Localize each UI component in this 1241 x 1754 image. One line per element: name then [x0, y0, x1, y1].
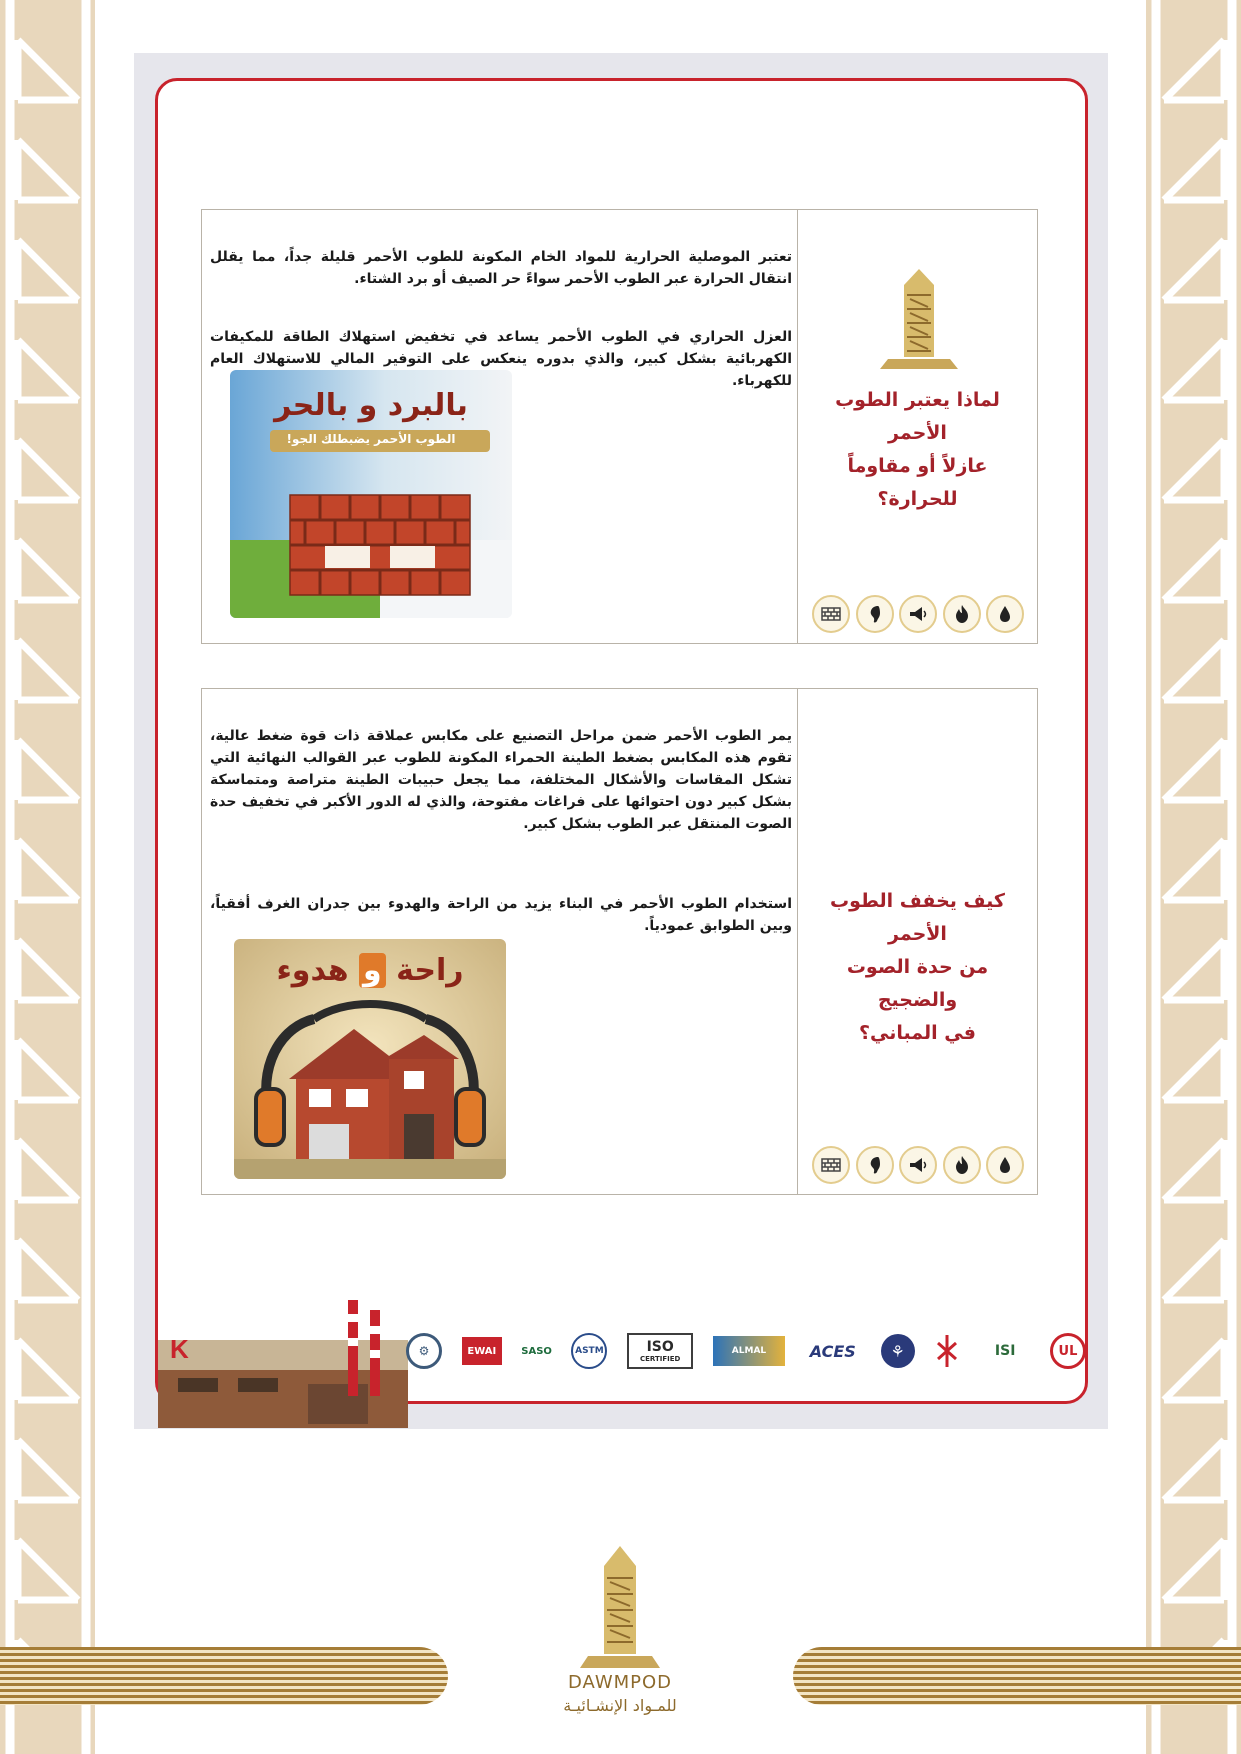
section-side-cell: [797, 210, 1037, 643]
right-border-pattern: [1146, 0, 1241, 1754]
quiet-house-image: [234, 939, 506, 1179]
brand-tower-icon: [520, 1540, 720, 1670]
section-title-line: لماذا يعتبر الطوب الأحمر: [835, 389, 1000, 444]
cert-saso-logo: [522, 1326, 552, 1376]
section-title-line: في المباني؟: [859, 1022, 976, 1044]
cert-seal-logo-glyph: ⚙: [418, 1344, 430, 1358]
section-title: [808, 384, 1027, 516]
cert-ewai-logo: [462, 1337, 502, 1365]
section-paragraph: يمر الطوب الأحمر ضمن مراحل التصنيع على مكابس عملاقة ذات قوة ضغط عالية، تقوم هذه المكابس بضغط الطينة الحمراء المكونة للطوب عبر القوالب النهائية التي تشكل المقاسات والأشكال المختلفة، مما يجعل حبيبات الطينة متراصة ومتماسكة بشكل كبير دون احتوائها على فراغات مفتوحة، والذي له الدور الأكبر في تخفيف حدة الصوت المنتقل عبر الطوب بشكل كبير.: [210, 728, 792, 832]
image-headline-part: هدوء: [276, 953, 349, 988]
footer-stripe-left: [0, 1647, 448, 1705]
brick-wall-icon: [812, 1146, 850, 1184]
section-paragraph: تعتبر الموصلية الحرارية للمواد الخام المكونة للطوب الأحمر قليلة جداً، مما يقلل انتقال الحرارة عبر الطوب الأحمر سواءً حر الصيف أو برد الشتاء.: [210, 249, 792, 287]
section-paragraph: العزل الحراري في الطوب الأحمر يساعد في تخفيض استهلاك الطاقة للمكيفات الكهربائية بشكل كبير، والذي بدوره ينعكس على التوفير المالي للاستهلاك العام للكهرباء.: [210, 329, 792, 389]
fire-icon: [943, 1146, 981, 1184]
cert-emblem-glyph: ⚘: [890, 1341, 905, 1361]
cert-iso-label: ISO: [646, 1339, 674, 1355]
certification-logos: [406, 1316, 1086, 1386]
cert-almal-logo: [713, 1336, 785, 1366]
cert-astm-logo: [571, 1333, 607, 1369]
section-title: [808, 885, 1027, 1050]
ear-icon: [856, 595, 894, 633]
section-content-cell: [202, 210, 798, 643]
ear-icon: [856, 1146, 894, 1184]
image-headline: بالبرد و بالحر: [274, 388, 468, 423]
section-title-line: كيف يخفف الطوب الأحمر: [830, 890, 1005, 945]
section-title-line: عازلاً أو مقاوماً للحرارة؟: [847, 455, 988, 510]
cert-astm-label: ASTM: [575, 1346, 604, 1356]
megaphone-icon: [899, 595, 937, 633]
cert-ul-label: UL: [1058, 1343, 1078, 1359]
section-content-cell: [202, 689, 798, 1194]
brand-tagline: للمـواد الإنشـائيـة: [563, 1696, 677, 1715]
cert-isi-logo: [980, 1333, 1030, 1369]
cert-almal-label: ALMAL: [731, 1346, 767, 1356]
megaphone-icon: [899, 1146, 937, 1184]
left-border-pattern: [0, 0, 95, 1754]
fire-icon: [943, 595, 981, 633]
cert-iso-logo: [627, 1333, 693, 1369]
property-icon-row: [812, 593, 1024, 635]
footer-stripe-right: [793, 1647, 1241, 1705]
brand-wordmark: DAWMPOD: [567, 1672, 673, 1693]
tower-logo-icon: [874, 265, 964, 375]
section-heat-insulation: [201, 209, 1038, 644]
cert-iso-sub: CERTIFIED: [640, 1355, 681, 1363]
section-title-line: من حدة الصوت والضجيج: [846, 956, 989, 1011]
image-headline-part: راحة: [396, 953, 464, 988]
image-headline: [234, 953, 506, 988]
image-headline-joiner: و: [359, 953, 386, 988]
hot-cold-brick-image: [230, 370, 512, 618]
section-paragraph: استخدام الطوب الأحمر في البناء يزيد من الراحة والهدوء بين جدران الغرف أفقياً، وبين الطوابق عمودياً.: [210, 896, 792, 934]
cert-ewai-label: EWAI: [467, 1345, 497, 1357]
cert-star-logo: [934, 1333, 960, 1369]
factory-logo-letter: K: [170, 1334, 189, 1364]
cert-aces-label: ACES: [809, 1341, 856, 1361]
certification-strip: [158, 1300, 1085, 1400]
factory-image: [158, 1300, 408, 1428]
drop-icon: [986, 595, 1024, 633]
cert-seal-logo: [406, 1333, 442, 1369]
drop-icon: [986, 1146, 1024, 1184]
brand-logo: [520, 1540, 720, 1730]
brick-wall-icon: [812, 595, 850, 633]
section-sound-insulation: [201, 688, 1038, 1195]
image-subline: الطوب الأحمر يضبطلك الجو!: [286, 432, 456, 446]
cert-saso-label: SASO: [521, 1345, 552, 1357]
cert-ul-logo: [1050, 1333, 1086, 1369]
section-side-cell: [797, 689, 1037, 1194]
property-icon-row: [812, 1144, 1024, 1186]
cert-emblem-logo: [881, 1334, 915, 1368]
cert-isi-label: ISI: [994, 1343, 1016, 1359]
cert-aces-logo: [805, 1336, 861, 1366]
